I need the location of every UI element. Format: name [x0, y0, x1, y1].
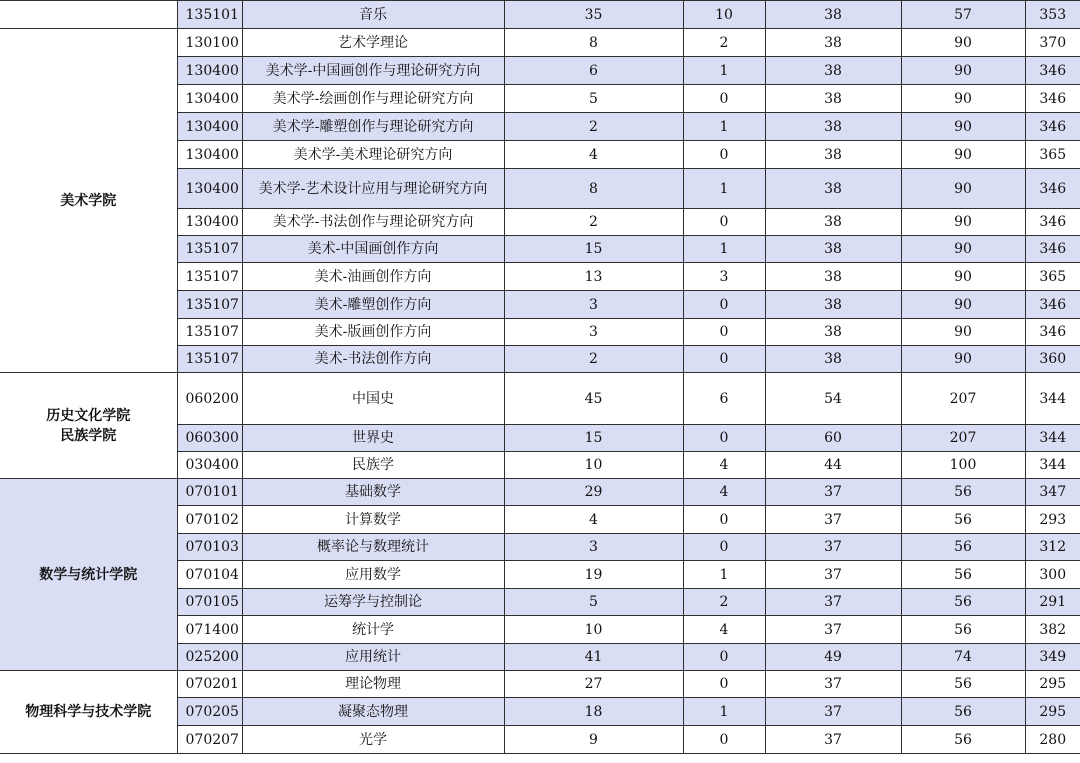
total-score-cell: 344 — [1025, 373, 1080, 425]
score-line-2-cell: 90 — [901, 346, 1025, 373]
total-score-cell: 346 — [1025, 209, 1080, 236]
code-cell: 070103 — [177, 534, 242, 561]
table-body — [0, 1, 1080, 754]
total-score-cell: 349 — [1025, 644, 1080, 671]
code-cell: 130400 — [177, 85, 242, 113]
plan-count-cell: 3 — [504, 319, 683, 346]
score-line-2-cell: 90 — [901, 209, 1025, 236]
college-cell: 美术学院 — [0, 29, 177, 373]
score-line-2-cell: 100 — [901, 452, 1025, 479]
major-cell: 中国史 — [242, 373, 504, 425]
score-line-1-cell: 38 — [765, 209, 901, 236]
plan-count-cell: 19 — [504, 561, 683, 589]
major-cell: 美术学-中国画创作与理论研究方向 — [242, 57, 504, 85]
exempt-count-cell: 10 — [683, 1, 765, 29]
exempt-count-cell: 0 — [683, 425, 765, 452]
score-line-1-cell: 37 — [765, 671, 901, 698]
code-cell: 135107 — [177, 346, 242, 373]
exempt-count-cell: 0 — [683, 209, 765, 236]
table-row — [0, 671, 1080, 698]
score-line-2-cell: 56 — [901, 561, 1025, 589]
major-cell: 美术-中国画创作方向 — [242, 236, 504, 263]
score-line-1-cell: 38 — [765, 291, 901, 319]
exempt-count-cell: 6 — [683, 373, 765, 425]
code-cell: 135101 — [177, 1, 242, 29]
exempt-count-cell: 4 — [683, 479, 765, 506]
total-score-cell: 346 — [1025, 236, 1080, 263]
total-score-cell: 300 — [1025, 561, 1080, 589]
score-line-2-cell: 90 — [901, 141, 1025, 169]
score-line-2-cell: 56 — [901, 671, 1025, 698]
exempt-count-cell: 0 — [683, 644, 765, 671]
code-cell: 070205 — [177, 698, 242, 726]
table-row — [0, 373, 1080, 425]
plan-count-cell: 5 — [504, 85, 683, 113]
code-cell: 025200 — [177, 644, 242, 671]
college-cell: 物理科学与技术学院 — [0, 671, 177, 754]
code-cell: 060300 — [177, 425, 242, 452]
score-line-2-cell: 90 — [901, 263, 1025, 291]
college-cell — [0, 1, 177, 29]
code-cell: 130400 — [177, 57, 242, 85]
total-score-cell: 346 — [1025, 319, 1080, 346]
score-line-2-cell: 207 — [901, 425, 1025, 452]
score-line-1-cell: 44 — [765, 452, 901, 479]
score-line-1-cell: 49 — [765, 644, 901, 671]
code-cell: 135107 — [177, 263, 242, 291]
total-score-cell: 346 — [1025, 57, 1080, 85]
major-cell: 应用数学 — [242, 561, 504, 589]
total-score-cell: 312 — [1025, 534, 1080, 561]
score-line-2-cell: 90 — [901, 85, 1025, 113]
plan-count-cell: 13 — [504, 263, 683, 291]
total-score-cell: 360 — [1025, 346, 1080, 373]
plan-count-cell: 35 — [504, 1, 683, 29]
score-line-2-cell: 90 — [901, 291, 1025, 319]
exempt-count-cell: 2 — [683, 29, 765, 57]
plan-count-cell: 9 — [504, 726, 683, 754]
score-line-2-cell: 90 — [901, 169, 1025, 209]
score-line-1-cell: 37 — [765, 726, 901, 754]
score-line-2-cell: 90 — [901, 319, 1025, 346]
exempt-count-cell: 0 — [683, 506, 765, 534]
major-cell: 民族学 — [242, 452, 504, 479]
code-cell: 130100 — [177, 29, 242, 57]
exempt-count-cell: 4 — [683, 452, 765, 479]
score-line-2-cell: 90 — [901, 113, 1025, 141]
plan-count-cell: 2 — [504, 113, 683, 141]
score-line-2-cell: 90 — [901, 57, 1025, 85]
code-cell: 070201 — [177, 671, 242, 698]
major-cell: 艺术学理论 — [242, 29, 504, 57]
plan-count-cell: 2 — [504, 346, 683, 373]
score-line-1-cell: 38 — [765, 113, 901, 141]
major-cell: 概率论与数理统计 — [242, 534, 504, 561]
total-score-cell: 353 — [1025, 1, 1080, 29]
score-line-2-cell: 207 — [901, 373, 1025, 425]
score-line-1-cell: 37 — [765, 534, 901, 561]
table-row — [0, 1, 1080, 29]
plan-count-cell: 4 — [504, 506, 683, 534]
exempt-count-cell: 0 — [683, 141, 765, 169]
score-line-1-cell: 37 — [765, 561, 901, 589]
major-cell: 美术-油画创作方向 — [242, 263, 504, 291]
major-cell: 美术学-书法创作与理论研究方向 — [242, 209, 504, 236]
exempt-count-cell: 1 — [683, 57, 765, 85]
exempt-count-cell: 0 — [683, 85, 765, 113]
major-cell: 美术-书法创作方向 — [242, 346, 504, 373]
score-line-1-cell: 37 — [765, 616, 901, 644]
score-line-1-cell: 37 — [765, 479, 901, 506]
total-score-cell: 365 — [1025, 141, 1080, 169]
exempt-count-cell: 0 — [683, 726, 765, 754]
score-line-1-cell: 37 — [765, 506, 901, 534]
exempt-count-cell: 0 — [683, 346, 765, 373]
exempt-count-cell: 0 — [683, 534, 765, 561]
score-line-1-cell: 38 — [765, 57, 901, 85]
total-score-cell: 295 — [1025, 698, 1080, 726]
total-score-cell: 347 — [1025, 479, 1080, 506]
score-line-2-cell: 56 — [901, 726, 1025, 754]
major-cell: 美术学-艺术设计应用与理论研究方向 — [242, 169, 504, 209]
major-cell: 运筹学与控制论 — [242, 589, 504, 616]
code-cell: 130400 — [177, 209, 242, 236]
score-line-1-cell: 38 — [765, 1, 901, 29]
exempt-count-cell: 0 — [683, 671, 765, 698]
major-cell: 基础数学 — [242, 479, 504, 506]
total-score-cell: 293 — [1025, 506, 1080, 534]
major-cell: 美术学-绘画创作与理论研究方向 — [242, 85, 504, 113]
score-line-2-cell: 56 — [901, 506, 1025, 534]
major-cell: 美术学-雕塑创作与理论研究方向 — [242, 113, 504, 141]
college-cell: 数学与统计学院 — [0, 479, 177, 671]
score-line-2-cell: 74 — [901, 644, 1025, 671]
plan-count-cell: 27 — [504, 671, 683, 698]
total-score-cell: 370 — [1025, 29, 1080, 57]
total-score-cell: 365 — [1025, 263, 1080, 291]
plan-count-cell: 15 — [504, 236, 683, 263]
total-score-cell: 346 — [1025, 169, 1080, 209]
plan-count-cell: 3 — [504, 534, 683, 561]
total-score-cell: 291 — [1025, 589, 1080, 616]
code-cell: 135107 — [177, 236, 242, 263]
exempt-count-cell: 4 — [683, 616, 765, 644]
major-cell: 应用统计 — [242, 644, 504, 671]
score-line-1-cell: 38 — [765, 346, 901, 373]
code-cell: 070102 — [177, 506, 242, 534]
score-line-1-cell: 38 — [765, 85, 901, 113]
exempt-count-cell: 1 — [683, 698, 765, 726]
code-cell: 130400 — [177, 169, 242, 209]
total-score-cell: 295 — [1025, 671, 1080, 698]
plan-count-cell: 4 — [504, 141, 683, 169]
plan-count-cell: 8 — [504, 169, 683, 209]
plan-count-cell: 2 — [504, 209, 683, 236]
plan-count-cell: 29 — [504, 479, 683, 506]
major-cell: 凝聚态物理 — [242, 698, 504, 726]
plan-count-cell: 10 — [504, 452, 683, 479]
code-cell: 070104 — [177, 561, 242, 589]
code-cell: 070105 — [177, 589, 242, 616]
major-cell: 音乐 — [242, 1, 504, 29]
exempt-count-cell: 1 — [683, 561, 765, 589]
total-score-cell: 346 — [1025, 291, 1080, 319]
major-cell: 统计学 — [242, 616, 504, 644]
exempt-count-cell: 1 — [683, 113, 765, 141]
exempt-count-cell: 1 — [683, 169, 765, 209]
total-score-cell: 344 — [1025, 425, 1080, 452]
plan-count-cell: 6 — [504, 57, 683, 85]
score-line-1-cell: 38 — [765, 29, 901, 57]
college-cell: 历史文化学院 民族学院 — [0, 373, 177, 479]
major-cell: 计算数学 — [242, 506, 504, 534]
score-line-2-cell: 90 — [901, 29, 1025, 57]
code-cell: 060200 — [177, 373, 242, 425]
total-score-cell: 346 — [1025, 85, 1080, 113]
score-line-2-cell: 56 — [901, 616, 1025, 644]
score-line-1-cell: 38 — [765, 141, 901, 169]
major-cell: 美术学-美术理论研究方向 — [242, 141, 504, 169]
plan-count-cell: 41 — [504, 644, 683, 671]
major-cell: 世界史 — [242, 425, 504, 452]
total-score-cell: 280 — [1025, 726, 1080, 754]
score-line-1-cell: 37 — [765, 698, 901, 726]
code-cell: 135107 — [177, 291, 242, 319]
table-row — [0, 479, 1080, 506]
score-line-2-cell: 56 — [901, 534, 1025, 561]
plan-count-cell: 15 — [504, 425, 683, 452]
score-line-2-cell: 57 — [901, 1, 1025, 29]
score-line-2-cell: 56 — [901, 479, 1025, 506]
total-score-cell: 382 — [1025, 616, 1080, 644]
exempt-count-cell: 1 — [683, 236, 765, 263]
score-line-2-cell: 56 — [901, 589, 1025, 616]
total-score-cell: 344 — [1025, 452, 1080, 479]
score-line-1-cell: 38 — [765, 169, 901, 209]
score-line-1-cell: 38 — [765, 236, 901, 263]
plan-count-cell: 5 — [504, 589, 683, 616]
plan-count-cell: 45 — [504, 373, 683, 425]
code-cell: 135107 — [177, 319, 242, 346]
score-line-1-cell: 60 — [765, 425, 901, 452]
exempt-count-cell: 3 — [683, 263, 765, 291]
plan-count-cell: 3 — [504, 291, 683, 319]
plan-count-cell: 8 — [504, 29, 683, 57]
score-line-1-cell: 37 — [765, 589, 901, 616]
code-cell: 070207 — [177, 726, 242, 754]
exempt-count-cell: 0 — [683, 319, 765, 346]
score-line-1-cell: 54 — [765, 373, 901, 425]
major-cell: 光学 — [242, 726, 504, 754]
major-cell: 美术-版画创作方向 — [242, 319, 504, 346]
table-row — [0, 29, 1080, 57]
code-cell: 030400 — [177, 452, 242, 479]
plan-count-cell: 18 — [504, 698, 683, 726]
code-cell: 130400 — [177, 141, 242, 169]
total-score-cell: 346 — [1025, 113, 1080, 141]
code-cell: 130400 — [177, 113, 242, 141]
major-cell: 理论物理 — [242, 671, 504, 698]
plan-count-cell: 10 — [504, 616, 683, 644]
code-cell: 070101 — [177, 479, 242, 506]
score-line-1-cell: 38 — [765, 319, 901, 346]
exempt-count-cell: 0 — [683, 291, 765, 319]
score-line-2-cell: 56 — [901, 698, 1025, 726]
score-line-2-cell: 90 — [901, 236, 1025, 263]
major-cell: 美术-雕塑创作方向 — [242, 291, 504, 319]
exempt-count-cell: 2 — [683, 589, 765, 616]
score-line-1-cell: 38 — [765, 263, 901, 291]
code-cell: 071400 — [177, 616, 242, 644]
